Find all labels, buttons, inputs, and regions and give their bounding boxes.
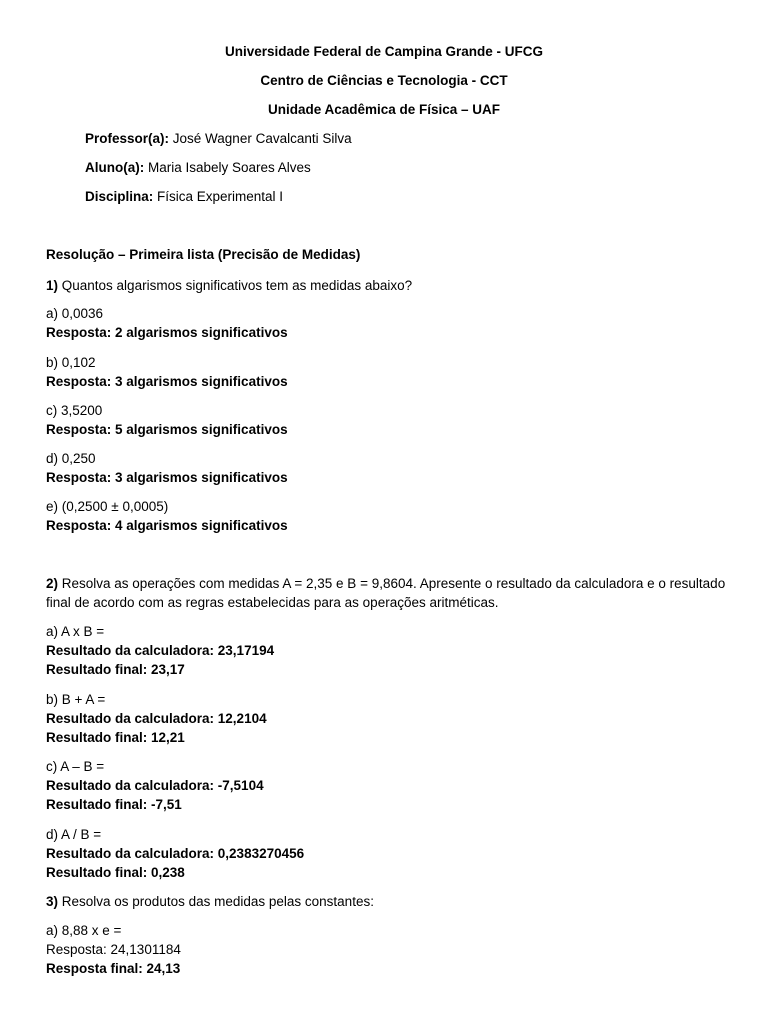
q1-answer-b: Resposta: 3 algarismos significativos [46, 374, 288, 389]
student-name: Maria Isabely Soares Alves [144, 160, 311, 175]
unit-name: Unidade Acadêmica de Física – UAF [267, 102, 501, 117]
discipline-label: Disciplina: [85, 189, 154, 204]
q2-calc-b: Resultado da calculadora: 12,2104 [46, 711, 267, 726]
professor-label: Professor(a): [85, 131, 170, 146]
student-label: Aluno(a): [85, 160, 145, 175]
question-number: 1) [46, 278, 59, 293]
question-text: Resolva os produtos das medidas pelas constantes: [58, 894, 374, 909]
q2-item-d: d) A / B = [46, 827, 102, 842]
q2-calc-c: Resultado da calculadora: -7,5104 [46, 778, 264, 793]
q1-item-d: d) 0,250 [46, 451, 96, 466]
list-title: Resolução – Primeira lista (Precisão de Medidas) [46, 247, 361, 262]
question-number: 2) [46, 576, 59, 591]
q1-item-a: a) 0,0036 [46, 306, 104, 321]
q2-calc-d: Resultado da calculadora: 0,2383270456 [46, 846, 305, 861]
question-2 [46, 574, 728, 612]
question-number: 3) [46, 894, 59, 909]
question-3 [46, 892, 728, 911]
q1-answer-e: Resposta: 4 algarismos significativos [46, 518, 288, 533]
question-text: Quantos algarismos significativos tem as medidas abaixo? [58, 278, 413, 293]
professor-line [85, 131, 352, 146]
q3-final-a: Resposta final: 24,13 [46, 961, 181, 976]
question-1 [46, 276, 728, 295]
q2-final-c: Resultado final: -7,51 [46, 797, 182, 812]
q1-item-c: c) 3,5200 [46, 403, 103, 418]
q1-answer-a: Resposta: 2 algarismos significativos [46, 325, 288, 340]
q2-item-b: b) B + A = [46, 692, 106, 707]
discipline-line [85, 189, 283, 204]
q3-item-a: a) 8,88 x e = [46, 923, 122, 938]
question-text: Resolva as operações com medidas A = 2,35 e B = 9,8604. Apresente o resultado da calculadora e o resultado final de acordo com as regras estabelecidas para as operações aritméticas. [46, 576, 726, 610]
q2-final-d: Resultado final: 0,238 [46, 865, 185, 880]
q1-item-b: b) 0,102 [46, 355, 96, 370]
q2-item-c: c) A – B = [46, 759, 105, 774]
q2-final-b: Resultado final: 12,21 [46, 730, 185, 745]
q1-item-e: e) (0,2500 ± 0,0005) [46, 499, 169, 514]
professor-name: José Wagner Cavalcanti Silva [169, 131, 352, 146]
q1-answer-c: Resposta: 5 algarismos significativos [46, 422, 288, 437]
q2-item-a: a) A x B = [46, 624, 105, 639]
student-line [85, 160, 311, 175]
q1-answer-d: Resposta: 3 algarismos significativos [46, 470, 288, 485]
discipline-name: Física Experimental I [153, 189, 284, 204]
university-name: Universidade Federal de Campina Grande - UFCG [224, 44, 544, 59]
center-name: Centro de Ciências e Tecnologia - CCT [260, 73, 508, 88]
q2-calc-a: Resultado da calculadora: 23,17194 [46, 643, 275, 658]
q2-final-a: Resultado final: 23,17 [46, 662, 185, 677]
q3-answer-a: Resposta: 24,1301184 [46, 942, 181, 957]
